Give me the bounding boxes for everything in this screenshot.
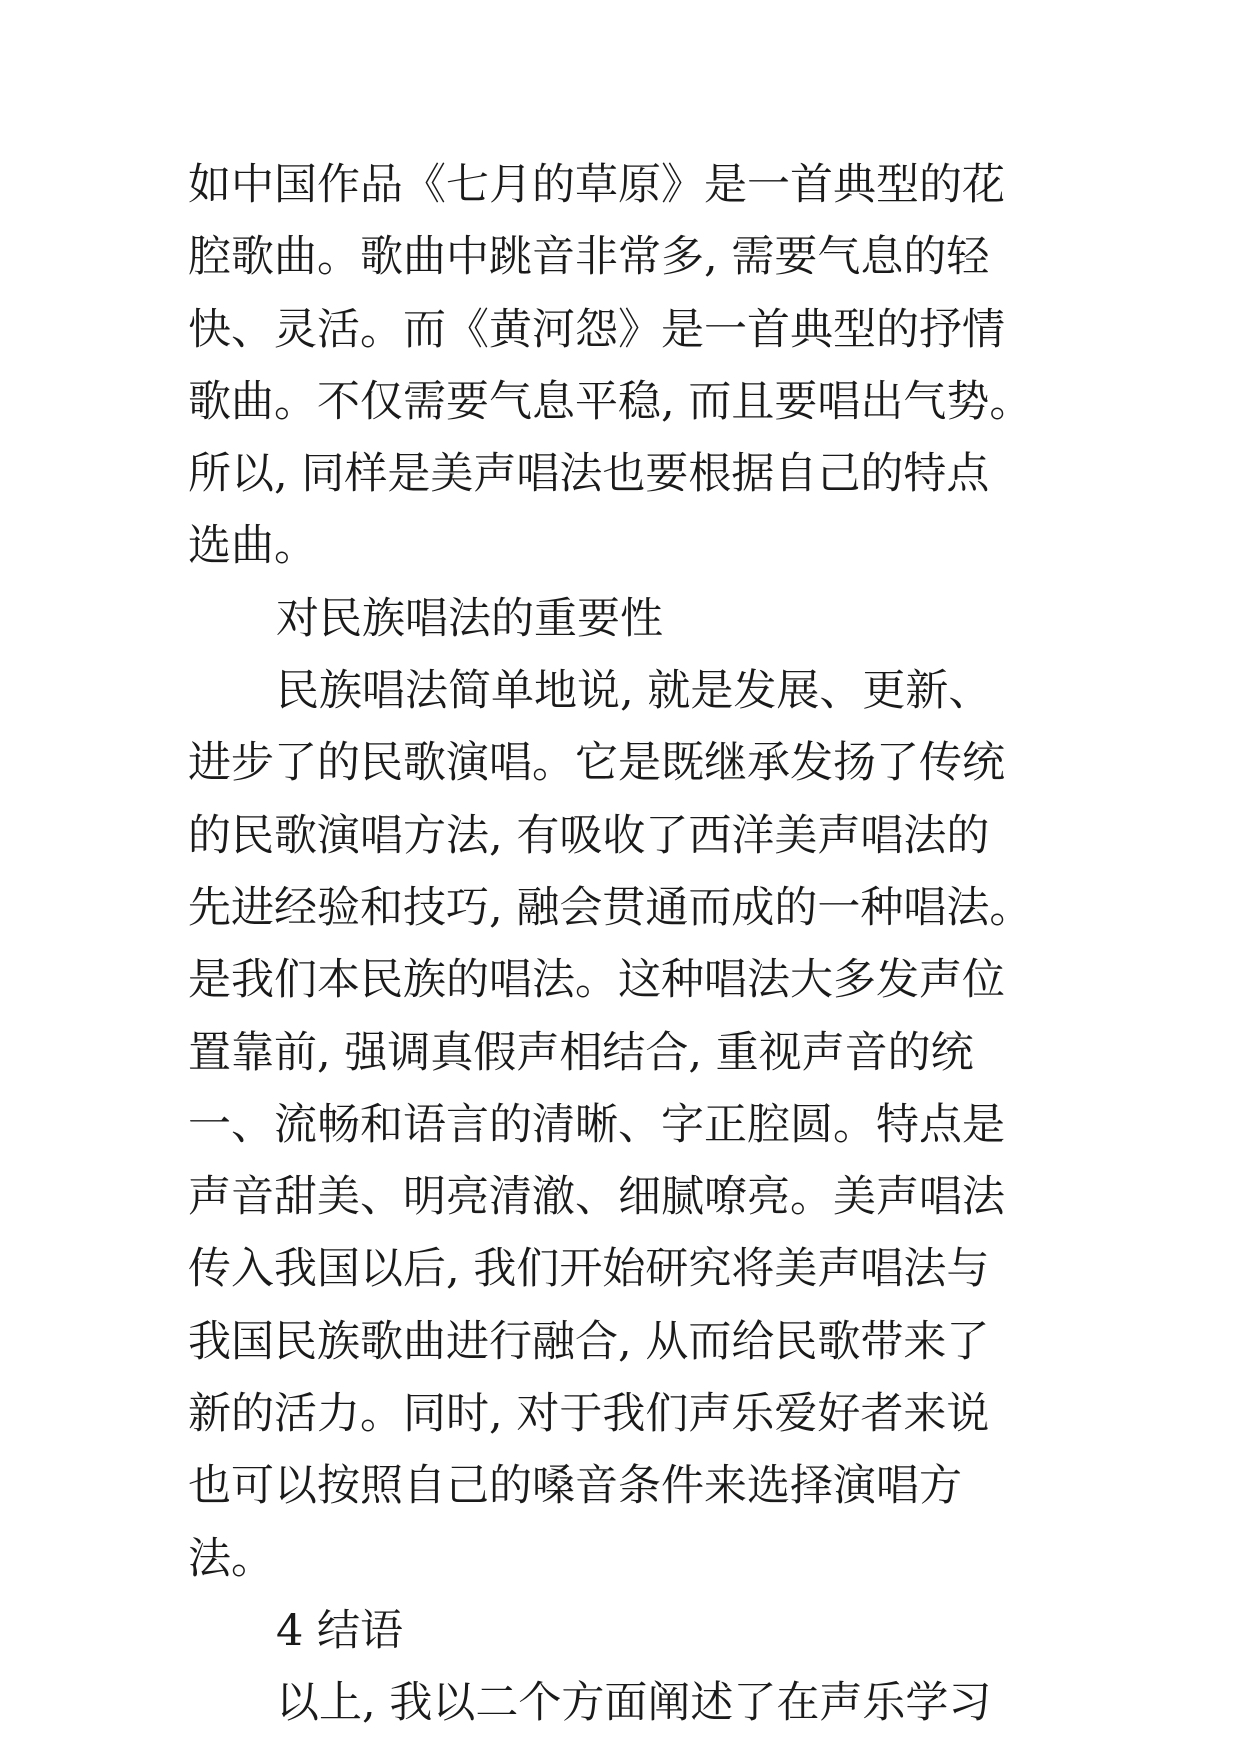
text-line-1: 如中国作品《七月的草原》是一首典型的花 <box>188 160 1005 210</box>
text-line-6: 选曲。 <box>188 521 317 572</box>
body-text <box>188 149 1088 1740</box>
text-line-20: 法。 <box>188 1533 274 1584</box>
text-line-14: 一、流畅和语言的清晰、字正腔圆。特点是 <box>188 1099 1005 1150</box>
text-line-10: 的民歌演唱方法, 有吸收了西洋美声唱法的 <box>188 810 990 861</box>
text-line-18: 新的活力。同时, 对于我们声乐爱好者来说 <box>188 1389 990 1440</box>
text-line-13: 置靠前, 强调真假声相结合, 重视声音的统 <box>188 1027 974 1078</box>
text-line-4: 歌曲。不仅需要气息平稳, 而且要唱出气势。 <box>188 376 1033 427</box>
text-line-12: 是我们本民族的唱法。这种唱法大多发声位 <box>188 955 1005 1006</box>
text-line-19: 也可以按照自己的嗓音条件来选择演唱方 <box>188 1461 962 1512</box>
text-line-15: 声音甜美、明亮清澈、细腻嘹亮。美声唱法 <box>188 1172 1005 1223</box>
text-line-3: 快、灵活。而《黄河怨》是一首典型的抒情 <box>188 304 1005 355</box>
text-line-5: 所以, 同样是美声唱法也要根据自己的特点 <box>188 449 990 500</box>
text-line-11: 先进经验和技巧, 融会贯通而成的一种唱法。 <box>188 882 1033 933</box>
text-line-2: 腔歌曲。歌曲中跳音非常多, 需要气息的轻 <box>188 232 990 283</box>
text-line-16: 传入我国以后, 我们开始研究将美声唱法与 <box>188 1244 990 1295</box>
section-heading-conclusion: 4 结语 <box>276 1605 404 1656</box>
text-line-8: 民族唱法简单地说, 就是发展、更新、 <box>276 666 992 717</box>
text-line-22: 以上, 我以二个方面阐述了在声乐学习 <box>276 1678 992 1729</box>
section-heading-ethnic-singing: 对民族唱法的重要性 <box>276 593 663 644</box>
text-line-17: 我国民族歌曲进行融合, 从而给民歌带来了 <box>188 1316 990 1367</box>
text-line-9: 进步了的民歌演唱。它是既继承发扬了传统 <box>188 738 1005 789</box>
